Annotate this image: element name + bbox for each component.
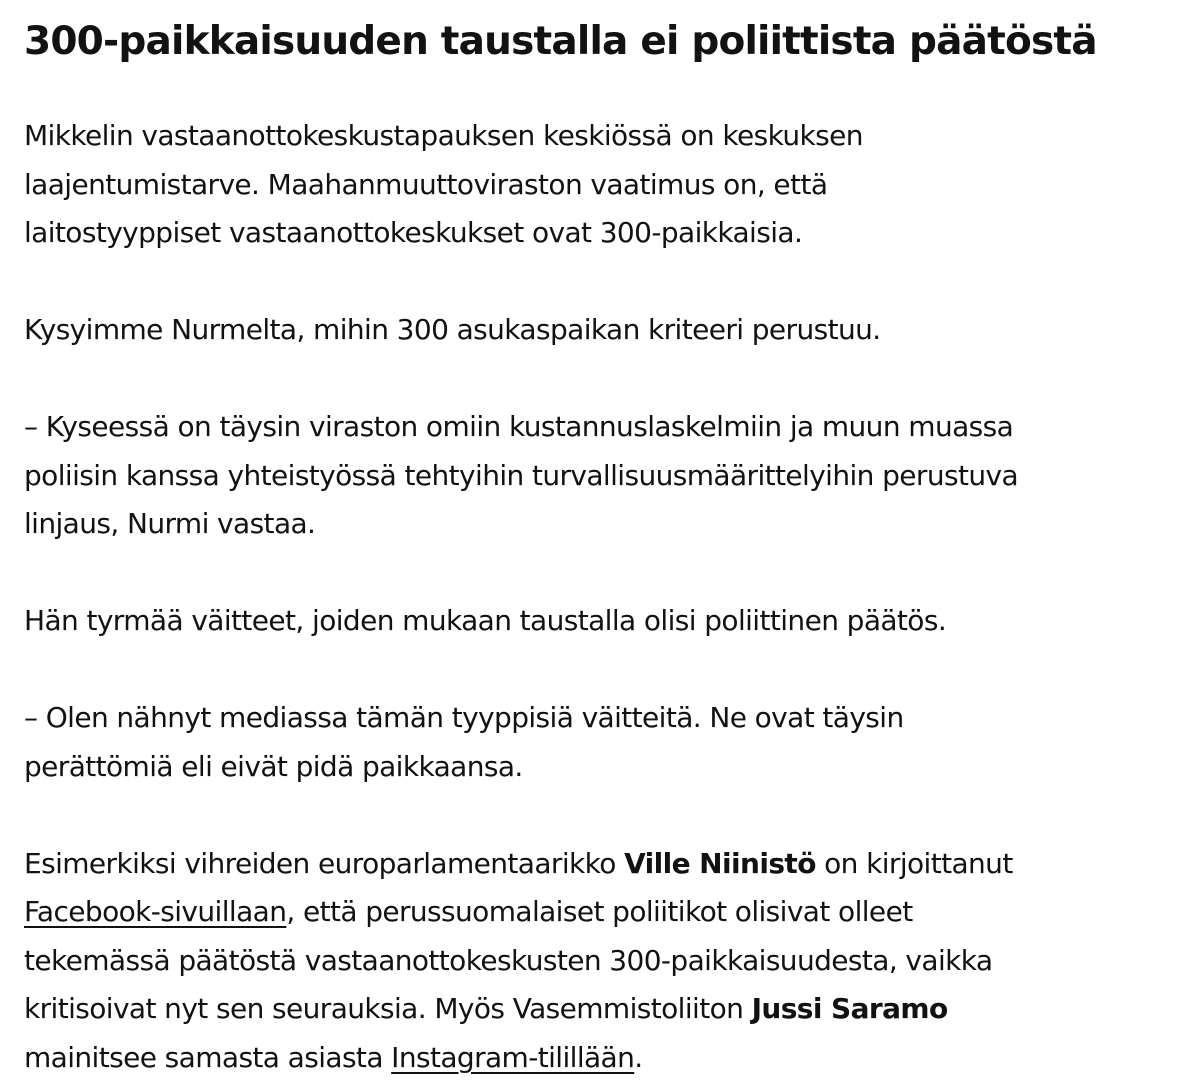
paragraph-6-text: tekemässä päätöstä vastaanottokeskusten 300-paikkaisuudesta, vaikka bbox=[24, 944, 992, 977]
paragraph-2-line-1: Kysyimme Nurmelta, mihin 300 asukaspaikan kriteeri perustuu. bbox=[24, 313, 881, 346]
paragraph-6-text: , että perussuomalaiset poliitikot olisivat olleet bbox=[286, 895, 912, 928]
paragraph-5-line-1: – Olen nähnyt mediassa tämän tyyppisiä väitteitä. Ne ovat täysin bbox=[24, 701, 904, 734]
paragraph-6-text: Esimerkiksi vihreiden europarlamentaarikko bbox=[24, 847, 624, 880]
paragraph-6 bbox=[24, 840, 1176, 1082]
paragraph-4 bbox=[24, 597, 1176, 646]
paragraph-2 bbox=[24, 306, 1176, 355]
paragraph-1-line-1: Mikkelin vastaanottokeskustapauksen keskiössä on keskuksen bbox=[24, 119, 863, 152]
instagram-link[interactable]: Instagram-tilillään bbox=[391, 1041, 634, 1074]
paragraph-1-line-3: laitostyyppiset vastaanottokeskukset ovat 300-paikkaisia. bbox=[24, 216, 802, 249]
paragraph-3-line-1: – Kyseessä on täysin viraston omiin kustannuslaskelmiin ja muun muassa bbox=[24, 410, 1013, 443]
paragraph-3-line-3: linjaus, Nurmi vastaa. bbox=[24, 507, 315, 540]
paragraph-5 bbox=[24, 694, 1176, 791]
person-name-jussi-saramo: Jussi Saramo bbox=[752, 992, 948, 1025]
paragraph-6-text: on kirjoittanut bbox=[816, 847, 1013, 880]
paragraph-5-line-2: perättömiä eli eivät pidä paikkaansa. bbox=[24, 750, 523, 783]
paragraph-1-line-2: laajentumistarve. Maahanmuuttoviraston vaatimus on, että bbox=[24, 168, 827, 201]
paragraph-4-line-1: Hän tyrmää väitteet, joiden mukaan taustalla olisi poliittinen päätös. bbox=[24, 604, 946, 637]
paragraph-6-text: kritisoivat nyt sen seurauksia. Myös Vasemmistoliiton bbox=[24, 992, 752, 1025]
paragraph-3 bbox=[24, 403, 1176, 549]
article-subheading: 300-paikkaisuuden taustalla ei poliittista päätöstä bbox=[24, 14, 1176, 70]
paragraph-3-line-2: poliisin kanssa yhteistyössä tehtyihin turvallisuusmäärittelyihin perustuva bbox=[24, 459, 1018, 492]
paragraph-6-text: . bbox=[634, 1041, 642, 1074]
person-name-ville-niinisto: Ville Niinistö bbox=[624, 847, 816, 880]
paragraph-6-text: mainitsee samasta asiasta bbox=[24, 1041, 391, 1074]
paragraph-1 bbox=[24, 112, 1176, 258]
facebook-link[interactable]: Facebook-sivuillaan bbox=[24, 895, 286, 928]
